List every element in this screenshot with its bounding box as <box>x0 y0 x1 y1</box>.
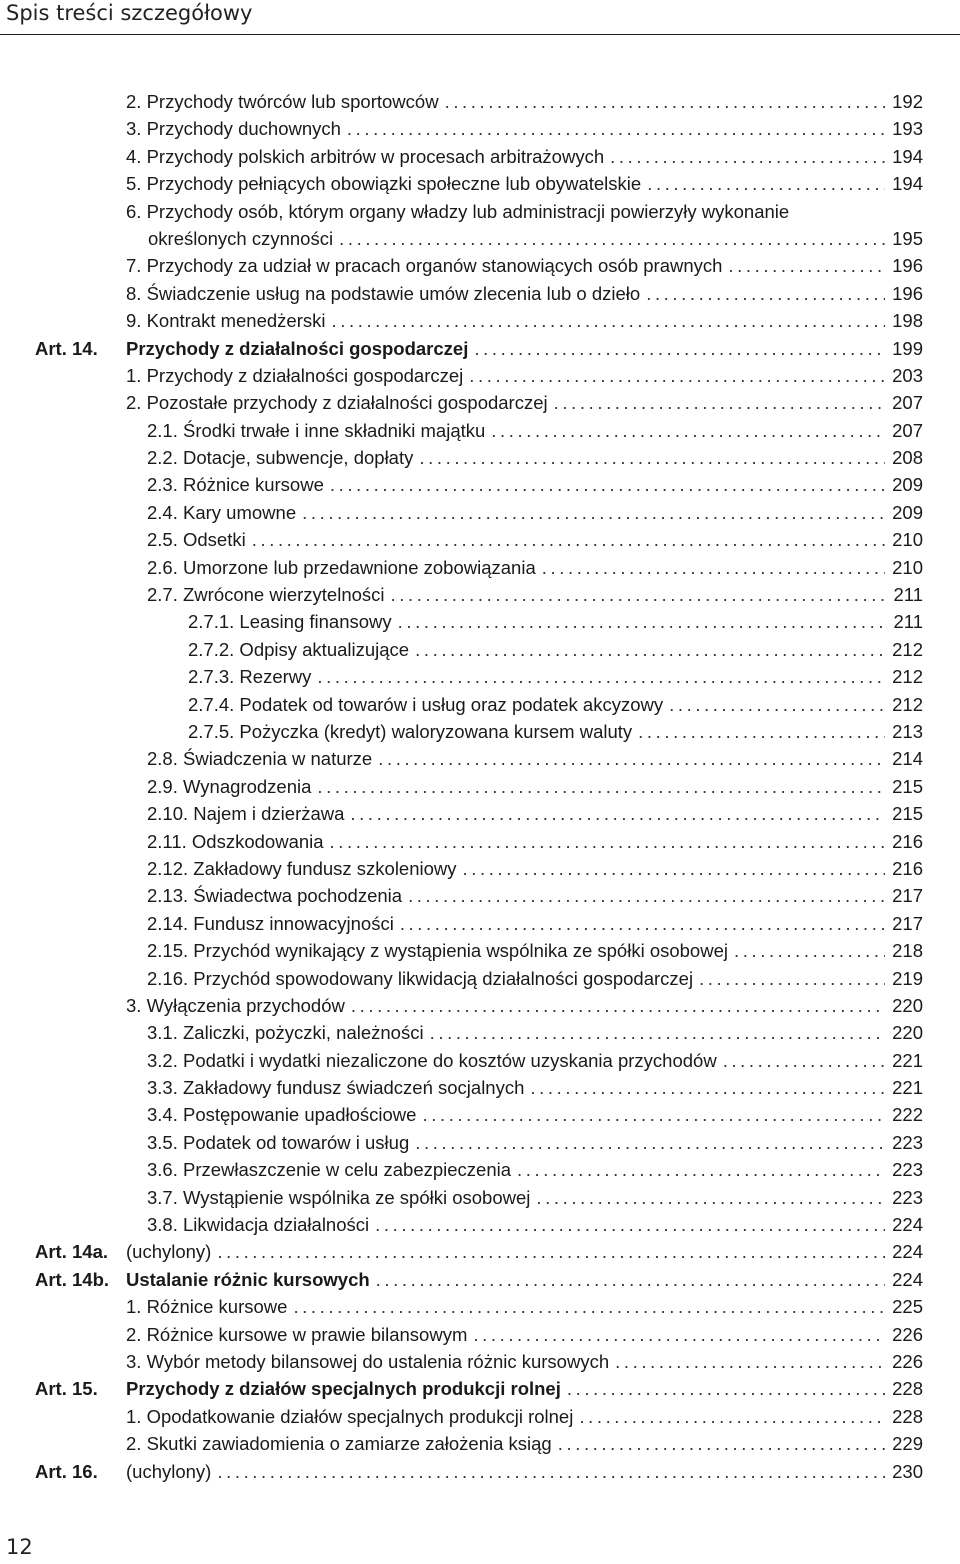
toc-entry-page: 222 <box>892 1104 923 1126</box>
toc-entry[interactable] <box>0 965 960 992</box>
toc-entry-title: 9. Kontrakt menedżerski <box>126 307 331 334</box>
toc-entry[interactable] <box>0 882 960 909</box>
toc-entry[interactable] <box>0 1211 960 1238</box>
toc-entry[interactable] <box>0 745 960 772</box>
toc-entry[interactable] <box>0 608 960 635</box>
toc-entry[interactable] <box>0 691 960 718</box>
toc-entry-page: 230 <box>892 1460 923 1482</box>
toc-entry-title: 2.7. Zwrócone wierzytelności <box>147 581 391 608</box>
dot-leader <box>317 773 885 800</box>
toc-entry[interactable] <box>0 581 960 608</box>
dot-leader <box>558 1430 885 1457</box>
toc-entry-page: 226 <box>892 1323 923 1345</box>
article-number: Art. 15. <box>35 1378 98 1400</box>
toc-entry[interactable] <box>0 636 960 663</box>
toc-entry-title: 7. Przychody za udział w pracach organów stanowiących osób prawnych <box>126 252 728 279</box>
toc-entry-page: 213 <box>892 720 923 742</box>
toc-entry[interactable] <box>0 718 960 745</box>
article-number: Art. 14. <box>35 337 98 359</box>
dot-leader <box>536 1184 885 1211</box>
article-number: Art. 14a. <box>35 1241 109 1263</box>
toc-entry[interactable] <box>0 225 960 252</box>
toc-entry-title: określonych czynności <box>148 225 339 252</box>
toc-entry-page: 218 <box>892 940 923 962</box>
toc-entry-title: Ustalanie różnic kursowych <box>126 1266 376 1293</box>
toc-entry[interactable] <box>0 1266 960 1293</box>
toc-entry-page: 194 <box>892 173 923 195</box>
dot-leader <box>646 280 885 307</box>
toc-entry-title: 2.14. Fundusz innowacyjności <box>147 910 400 937</box>
toc-entry[interactable] <box>0 1047 960 1074</box>
toc-entry[interactable] <box>0 910 960 937</box>
dot-leader <box>339 225 885 252</box>
toc-entry-title: 3.6. Przewłaszczenie w celu zabezpieczenia <box>147 1156 517 1183</box>
toc-entry-title: 3.7. Wystąpienie wspólnika ze spółki osobowej <box>147 1184 536 1211</box>
dot-leader <box>330 828 885 855</box>
toc-entry-page: 203 <box>892 364 923 386</box>
toc-entry-title: 2.15. Przychód wynikający z wystąpienia wspólnika ze spółki osobowej <box>147 937 734 964</box>
toc-entry-title: 3.3. Zakładowy fundusz świadczeń socjalnych <box>147 1074 530 1101</box>
toc-entry-page: 194 <box>892 145 923 167</box>
toc-entry-title: 2.2. Dotacje, subwencje, dopłaty <box>147 444 419 471</box>
toc-entry[interactable] <box>0 1348 960 1375</box>
toc-entry[interactable] <box>0 1430 960 1457</box>
toc-entry-title: 5. Przychody pełniących obowiązki społeczne lub obywatelskie <box>126 170 647 197</box>
toc-entry[interactable] <box>0 1458 960 1485</box>
toc-entry-page: 216 <box>892 830 923 852</box>
toc-entry-title: 3. Przychody duchownych <box>126 115 347 142</box>
table-of-contents <box>0 88 960 1485</box>
dot-leader <box>430 1019 885 1046</box>
toc-entry[interactable] <box>0 1293 960 1320</box>
toc-entry[interactable] <box>0 554 960 581</box>
toc-entry-page: 223 <box>892 1186 923 1208</box>
dot-leader <box>330 471 885 498</box>
toc-entry-title: 2. Pozostałe przychody z działalności gospodarczej <box>126 389 554 416</box>
toc-entry-title: 2.7.4. Podatek od towarów i usług oraz podatek akcyzowy <box>188 691 669 718</box>
toc-entry-page: 224 <box>892 1268 923 1290</box>
toc-entry[interactable] <box>0 800 960 827</box>
toc-entry[interactable] <box>0 773 960 800</box>
dot-leader <box>530 1074 885 1101</box>
toc-entry-page: 207 <box>892 419 923 441</box>
toc-entry-title: 2.3. Różnice kursowe <box>147 471 330 498</box>
toc-entry-title: 3. Wyłączenia przychodów <box>126 992 351 1019</box>
dot-leader <box>391 581 885 608</box>
toc-entry-title: 2.8. Świadczenia w naturze <box>147 745 378 772</box>
toc-entry-title: 2.13. Świadectwa pochodzenia <box>147 882 408 909</box>
toc-entry-page: 219 <box>892 967 923 989</box>
dot-leader <box>302 499 885 526</box>
toc-entry-page: 216 <box>892 857 923 879</box>
toc-entry-title: 3.1. Zaliczki, pożyczki, należności <box>147 1019 430 1046</box>
toc-entry[interactable] <box>0 143 960 170</box>
toc-entry-page: 210 <box>892 529 923 551</box>
page-number: 12 <box>6 1535 33 1559</box>
dot-leader <box>638 718 885 745</box>
toc-entry[interactable] <box>0 937 960 964</box>
toc-entry-title: 2.11. Odszkodowania <box>147 828 330 855</box>
toc-entry[interactable] <box>0 198 960 225</box>
dot-leader <box>422 1101 885 1128</box>
toc-entry-page: 212 <box>892 693 923 715</box>
toc-entry[interactable] <box>0 663 960 690</box>
toc-entry-title: 2. Skutki zawiadomienia o zamiarze założenia ksiąg <box>126 1430 558 1457</box>
toc-entry[interactable] <box>0 526 960 553</box>
dot-leader <box>491 417 885 444</box>
toc-entry[interactable] <box>0 362 960 389</box>
dot-leader <box>331 307 885 334</box>
toc-entry[interactable] <box>0 1238 960 1265</box>
dot-leader <box>669 691 885 718</box>
toc-entry[interactable] <box>0 499 960 526</box>
dot-leader <box>398 608 885 635</box>
dot-leader <box>351 992 885 1019</box>
toc-entry-page: 199 <box>892 337 923 359</box>
dot-leader <box>473 1321 885 1348</box>
toc-entry-page: 209 <box>892 501 923 523</box>
toc-entry-title: 1. Opodatkowanie działów specjalnych produkcji rolnej <box>126 1403 579 1430</box>
dot-leader <box>469 362 885 389</box>
toc-entry-title: Przychody z działów specjalnych produkcji rolnej <box>126 1375 567 1402</box>
dot-leader <box>723 1047 885 1074</box>
toc-entry[interactable] <box>0 1074 960 1101</box>
article-number: Art. 14b. <box>35 1268 110 1290</box>
toc-entry-title: 2. Różnice kursowe w prawie bilansowym <box>126 1321 473 1348</box>
dot-leader <box>217 1238 885 1265</box>
toc-entry-page: 220 <box>892 994 923 1016</box>
dot-leader <box>542 554 885 581</box>
article-number: Art. 16. <box>35 1460 98 1482</box>
dot-leader <box>615 1348 885 1375</box>
toc-entry[interactable] <box>0 828 960 855</box>
toc-entry-page: 196 <box>892 255 923 277</box>
toc-entry-title: (uchylony) <box>126 1458 217 1485</box>
toc-entry-page: 220 <box>892 1022 923 1044</box>
toc-entry-title: 2.7.5. Pożyczka (kredyt) waloryzowana kursem waluty <box>188 718 638 745</box>
dot-leader <box>400 910 885 937</box>
toc-entry-page: 215 <box>892 803 923 825</box>
toc-entry[interactable] <box>0 280 960 307</box>
dot-leader <box>567 1375 885 1402</box>
toc-entry-page: 195 <box>892 227 923 249</box>
toc-entry-title: 2. Przychody twórców lub sportowców <box>126 88 445 115</box>
toc-entry-page: 224 <box>892 1214 923 1236</box>
toc-entry-title: 8. Świadczenie usług na podstawie umów zlecenia lub o dzieło <box>126 280 646 307</box>
dot-leader <box>415 636 885 663</box>
toc-entry-title: 3. Wybór metody bilansowej do ustalenia różnic kursowych <box>126 1348 615 1375</box>
toc-entry-title: 2.7.1. Leasing finansowy <box>188 608 398 635</box>
toc-entry-page: 207 <box>892 392 923 414</box>
toc-entry-page: 228 <box>892 1378 923 1400</box>
toc-entry[interactable] <box>0 88 960 115</box>
toc-entry[interactable] <box>0 1403 960 1430</box>
toc-entry[interactable] <box>0 1321 960 1348</box>
dot-leader <box>376 1266 885 1293</box>
dot-leader <box>445 88 885 115</box>
toc-entry-page: 221 <box>892 1049 923 1071</box>
toc-entry-page: 211 <box>893 611 923 633</box>
toc-entry-page: 196 <box>892 282 923 304</box>
dot-leader <box>217 1458 885 1485</box>
dot-leader <box>293 1293 885 1320</box>
toc-entry-page: 212 <box>892 638 923 660</box>
toc-entry-page: 192 <box>892 91 923 112</box>
toc-entry-title: 2.12. Zakładowy fundusz szkoleniowy <box>147 855 463 882</box>
toc-entry[interactable] <box>0 1156 960 1183</box>
toc-entry-page: 217 <box>892 912 923 934</box>
toc-entry-title: 3.5. Podatek od towarów i usług <box>147 1129 415 1156</box>
toc-entry[interactable] <box>0 252 960 279</box>
toc-entry-page: 214 <box>892 748 923 770</box>
toc-entry-page: 198 <box>892 310 923 332</box>
toc-entry[interactable] <box>0 389 960 416</box>
toc-entry-title: 2.4. Kary umowne <box>147 499 302 526</box>
toc-entry-title: 3.8. Likwidacja działalności <box>147 1211 375 1238</box>
dot-leader <box>419 444 885 471</box>
dot-leader <box>252 526 885 553</box>
toc-entry-title: 2.1. Środki trwałe i inne składniki majątku <box>147 417 491 444</box>
dot-leader <box>579 1403 885 1430</box>
dot-leader <box>463 855 885 882</box>
toc-entry-title: 1. Różnice kursowe <box>126 1293 293 1320</box>
toc-entry-title: 4. Przychody polskich arbitrów w procesach arbitrażowych <box>126 143 610 170</box>
toc-entry-page: 209 <box>892 474 923 496</box>
toc-entry[interactable] <box>0 335 960 362</box>
dot-leader <box>347 115 885 142</box>
toc-entry[interactable] <box>0 1184 960 1211</box>
toc-entry[interactable] <box>0 471 960 498</box>
toc-entry-page: 210 <box>892 556 923 578</box>
toc-entry-page: 226 <box>892 1350 923 1372</box>
toc-entry-title: 2.10. Najem i dzierżawa <box>147 800 350 827</box>
toc-entry[interactable] <box>0 1129 960 1156</box>
toc-entry-page: 221 <box>892 1077 923 1099</box>
dot-leader <box>554 389 885 416</box>
dot-leader <box>375 1211 885 1238</box>
toc-entry-title: 2.6. Umorzone lub przedawnione zobowiązania <box>147 554 542 581</box>
toc-entry-page: 212 <box>892 666 923 688</box>
toc-entry[interactable] <box>0 1019 960 1046</box>
toc-entry[interactable] <box>0 417 960 444</box>
toc-entry-title: 2.16. Przychód spowodowany likwidacją działalności gospodarczej <box>147 965 699 992</box>
toc-entry-title: 3.2. Podatki i wydatki niezaliczone do kosztów uzyskania przychodów <box>147 1047 723 1074</box>
toc-entry-title: 2.7.3. Rezerwy <box>188 663 317 690</box>
dot-leader <box>610 143 885 170</box>
toc-entry[interactable] <box>0 307 960 334</box>
toc-entry-page: 225 <box>892 1296 923 1318</box>
dot-leader <box>378 745 885 772</box>
toc-entry-title: 3.4. Postępowanie upadłościowe <box>147 1101 422 1128</box>
toc-entry[interactable] <box>0 855 960 882</box>
toc-entry-page: 193 <box>892 118 923 140</box>
toc-entry-title: 2.9. Wynagrodzenia <box>147 773 317 800</box>
toc-entry-title: 1. Przychody z działalności gospodarczej <box>126 362 469 389</box>
dot-leader <box>517 1156 885 1183</box>
dot-leader <box>415 1129 885 1156</box>
toc-entry-page: 228 <box>892 1405 923 1427</box>
toc-entry[interactable] <box>0 992 960 1019</box>
toc-entry-page: 223 <box>892 1159 923 1181</box>
toc-entry-page: 229 <box>892 1433 923 1455</box>
toc-entry[interactable] <box>0 170 960 197</box>
dot-leader <box>317 663 885 690</box>
page-title: Spis treści szczegółowy <box>6 1 253 25</box>
toc-entry-title: 2.5. Odsetki <box>147 526 252 553</box>
dot-leader <box>728 252 885 279</box>
toc-entry-title: (uchylony) <box>126 1238 217 1265</box>
toc-entry-page: 224 <box>892 1241 923 1263</box>
toc-entry-page: 215 <box>892 775 923 797</box>
dot-leader <box>647 170 885 197</box>
toc-entry-title: 6. Przychody osób, którym organy władzy lub administracji powierzyły wykonanie <box>126 198 795 225</box>
page-header <box>0 0 960 35</box>
toc-entry-page: 208 <box>892 447 923 469</box>
dot-leader <box>350 800 885 827</box>
toc-entry-page: 211 <box>893 584 923 606</box>
dot-leader <box>408 882 885 909</box>
toc-entry-title: 2.7.2. Odpisy aktualizujące <box>188 636 415 663</box>
toc-entry[interactable] <box>0 115 960 142</box>
toc-entry[interactable] <box>0 1101 960 1128</box>
toc-entry-page: 223 <box>892 1131 923 1153</box>
toc-entry[interactable] <box>0 1375 960 1402</box>
toc-entry[interactable] <box>0 444 960 471</box>
dot-leader <box>734 937 885 964</box>
toc-entry-title: Przychody z działalności gospodarczej <box>126 335 474 362</box>
dot-leader <box>474 335 885 362</box>
toc-entry-page: 217 <box>892 885 923 907</box>
dot-leader <box>699 965 885 992</box>
